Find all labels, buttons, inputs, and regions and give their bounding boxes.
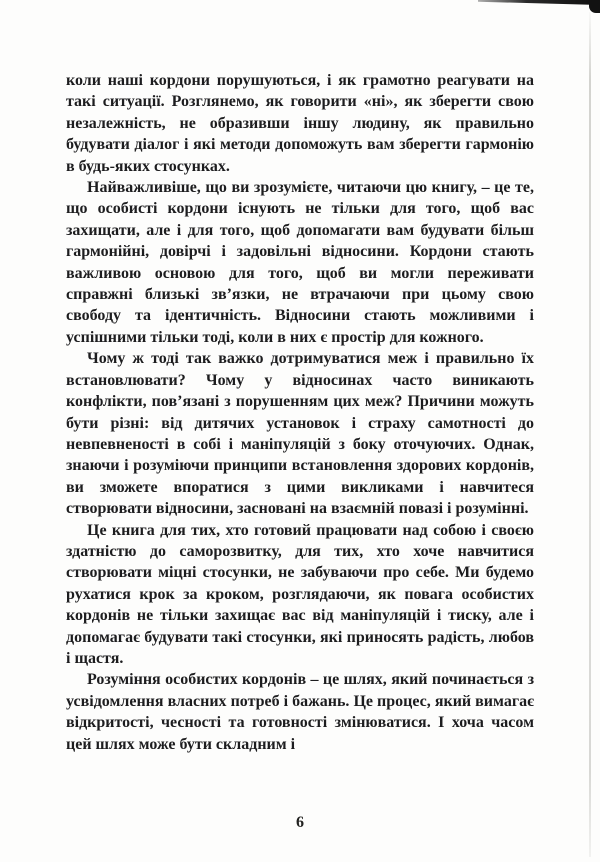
body-text	[66, 70, 534, 755]
paragraph: Чому ж тоді так важко дотримуватися меж і правильно їх встановлювати? Чому у відносинах часто виникають конфлікти, пов’язані з порушенням цих меж? Причини можуть бути різні: від дитячих установок і страху самотності до невпевненості в собі і маніпуляцій з боку оточуючих. Однак, знаючи і розуміючи принципи встановлення здорових кордонів, ви зможете впоратися з цими викликами і навчитеся створювати відносини, засновані на взаємній повазі і розумінні.	[66, 350, 534, 518]
page-number: 6	[296, 814, 304, 831]
page-fold-line	[589, 12, 591, 857]
paragraph: Це книга для тих, хто готовий працювати над собою і своєю здатністю до саморозвитку, для тих, хто хоче навчитися створювати міцні стосунки, не забуваючи про себе. Ми будемо рухатися крок за кроком, розглядаючи, як повага особистих кордонів не тільки захищає вас від маніпуляцій і тиску, але і допомагає будувати такі стосунки, які приносять радість, любов і щастя.	[66, 521, 534, 667]
scan-edge-artifact	[478, 0, 600, 5]
paragraph: Найважливіше, що ви зрозумієте, читаючи цю книгу, – це те, що особисті кордони існують не тільки для того, щоб вас захищати, але і для того, щоб допомагати вам будувати більш гармонійні, довірчі і задовільні відносини. Кордони стають важливою основою для того, щоб ви могли переживати справжні близькі зв’язки, не втрачаючи при цьому свою свободу та ідентичність. Відносини стають можливими і успішними тільки тоді, коли в них є простір для кожного.	[66, 179, 534, 346]
paragraph: Розуміння особистих кордонів – це шлях, який починається з усвідомлення власних потреб і бажань. Це процес, який вимагає відкритості, чесності та готовності змінюватися. І хоча часом цей шлях може бути складним і	[66, 671, 534, 753]
paragraph: коли наші кордони порушуються, і як грамотно реагувати на такі ситуації. Розглянемо, як говорити «ні», як зберегти свою незалежність, не образивши іншу людину, як правильно будувати діалог і які методи допоможуть вам зберегти гармонію в будь-яких стосунках.	[66, 72, 534, 175]
